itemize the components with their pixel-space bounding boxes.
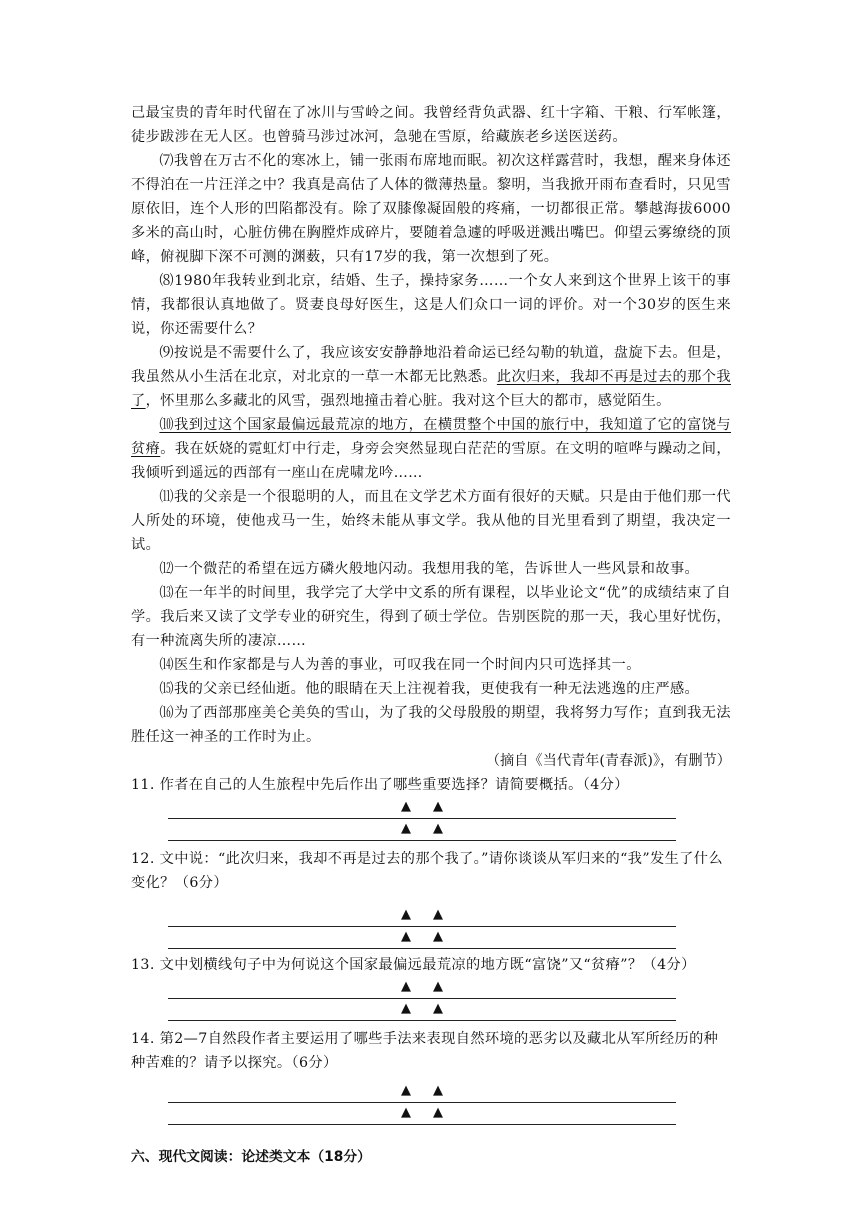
exam-page — [131, 101, 731, 1169]
triangle-marker-icon: ▲ — [433, 799, 443, 814]
triangle-marker-icon: ▲ — [433, 979, 443, 994]
paragraph-13: ⒀在一年半的时间里，我学完了大学中文系的所有课程，以毕业论文“优”的成绩结束了自学。我后来又读了文学专业的研究生，得到了硕士学位。告别医院的那一天，我心里好忧伤，有一种流离失所的凄凉…… — [131, 585, 731, 649]
answer-line[interactable] — [168, 927, 676, 949]
question-11: 11. 作者在自己的人生旅程中先后作出了哪些重要选择？请简要概括。（4分） — [131, 777, 629, 793]
answer-line[interactable] — [168, 1103, 676, 1125]
triangle-marker-icon: ▲ — [401, 979, 411, 994]
paragraph-10-text: 。我在妖娆的霓虹灯中行走，身旁会突然显现白茫茫的雪原。在文明的喧哗与躁动之间，我倾听到遥远的西部有一座山在虎啸龙吟…… — [131, 441, 731, 481]
paragraph-7: ⑺我曾在万古不化的寒冰上，铺一张雨布席地而眠。初次这样露营时，我想，醒来身体还不得泊在一片汪洋之中？我真是高估了人体的微薄热量。黎明，当我掀开雨布查看时，只见雪原依旧，连个人形的凹陷都没有。除了双膝像凝固般的疼痛，一切都很正常。攀越海拔6000多米的高山时，心脏仿佛在胸膛炸成碎片，要随着急遽的呼吸迸溅出嘴巴。仰望云雾缭绕的顶峰，俯视脚下深不可测的渊薮，只有17岁的我，第一次想到了死。 — [131, 153, 731, 265]
question-13: 13. 文中划横线句子中为何说这个国家最偏远最荒凉的地方既“富饶”又“贫瘠”？（4分） — [131, 957, 696, 973]
triangle-marker-icon: ▲ — [401, 1083, 411, 1098]
triangle-marker-icon: ▲ — [433, 907, 443, 922]
triangle-marker-icon: ▲ — [401, 907, 411, 922]
triangle-marker-icon: ▲ — [433, 1105, 443, 1120]
triangle-marker-icon: ▲ — [401, 821, 411, 836]
paragraph-15: ⒂我的父亲已经仙逝。他的眼睛在天上注视着我，更使我有一种无法逃逸的庄严感。 — [159, 681, 700, 697]
paragraph-8: ⑻1980年我转业到北京，结婚、生子，操持家务……一个女人来到这个世界上该干的事情，我都很认真地做了。贤妻良母好医生，这是人们众口一词的评价。对一个30岁的医生来说，你还需要什么？ — [131, 273, 731, 337]
answer-line[interactable] — [168, 999, 676, 1021]
paragraph-9-text-b: ，怀里那么多藏北的风雪，强烈地撞击着心脏。我对这个巨大的都市，感觉陌生。 — [145, 393, 671, 409]
paragraph-6-continued: 己最宝贵的青年时代留在了冰川与雪岭之间。我曾经背负武器、红十字箱、干粮、行军帐篷，徒步跋涉在无人区。也曾骑马涉过冰河，急驰在雪原，给藏族老乡送医送药。 — [131, 105, 731, 145]
triangle-marker-icon: ▲ — [433, 821, 443, 836]
underlined-sentence-10: ⑽我到过这个国家最偏远最荒凉的地方，在横贯整个中国的旅行中，我知道了它的富饶与贫瘠 — [131, 417, 731, 457]
answer-line[interactable] — [168, 1081, 676, 1103]
paragraph-16: ⒃为了西部那座美仑美奂的雪山，为了我的父母殷殷的期望，我将努力写作；直到我无法胜任这一神圣的工作时为止。 — [131, 705, 731, 745]
paragraph-10 — [131, 413, 731, 485]
question-12: 12. 文中说：“此次归来，我却不再是过去的那个我了。”请你谈谈从军归来的“我”发生了什么变化？（6分） — [131, 851, 723, 891]
source-citation: （摘自《当代青年(青春派)》，有删节） — [485, 753, 731, 769]
triangle-marker-icon: ▲ — [401, 1105, 411, 1120]
section-title: 六、现代文阅读：论述类文本（18分） — [131, 1149, 371, 1165]
question-14: 14. 第2—7自然段作者主要运用了哪些手法来表现自然环境的恶劣以及藏北从军所经历的种种苦难的？请予以探究。（6分） — [131, 1031, 719, 1071]
paragraph-11: ⑾我的父亲是一个很聪明的人，而且在文学艺术方面有很好的天赋。只是由于他们那一代人所处的环境，使他戎马一生，始终未能从事文学。我从他的目光里看到了期望，我决定一试。 — [131, 489, 731, 553]
triangle-marker-icon: ▲ — [401, 1001, 411, 1016]
underlined-sentence-9: 此次归来，我却不再是过去的那个我了 — [131, 369, 731, 409]
answer-line[interactable] — [168, 797, 676, 819]
answer-line[interactable] — [168, 905, 676, 927]
paragraph-12: ⑿一个微茫的希望在远方磷火般地闪动。我想用我的笔，告诉世人一些风景和故事。 — [159, 561, 700, 577]
paragraph-9 — [131, 341, 731, 413]
triangle-marker-icon: ▲ — [433, 1083, 443, 1098]
triangle-marker-icon: ▲ — [433, 1001, 443, 1016]
triangle-marker-icon: ▲ — [401, 929, 411, 944]
triangle-marker-icon: ▲ — [433, 929, 443, 944]
paragraph-14: ⒁医生和作家都是与人为善的事业，可叹我在同一个时间内只可选择其一。 — [159, 657, 641, 673]
paragraph-9-text-a: ⑼按说是不需要什么了，我应该安安静静地沿着命运已经勾勒的轨道，盘旋下去。但是，我虽然从小生活在北京，对北京的一草一木都无比熟悉。 — [131, 345, 731, 385]
answer-line[interactable] — [168, 819, 676, 841]
answer-line[interactable] — [168, 977, 676, 999]
triangle-marker-icon: ▲ — [401, 799, 411, 814]
